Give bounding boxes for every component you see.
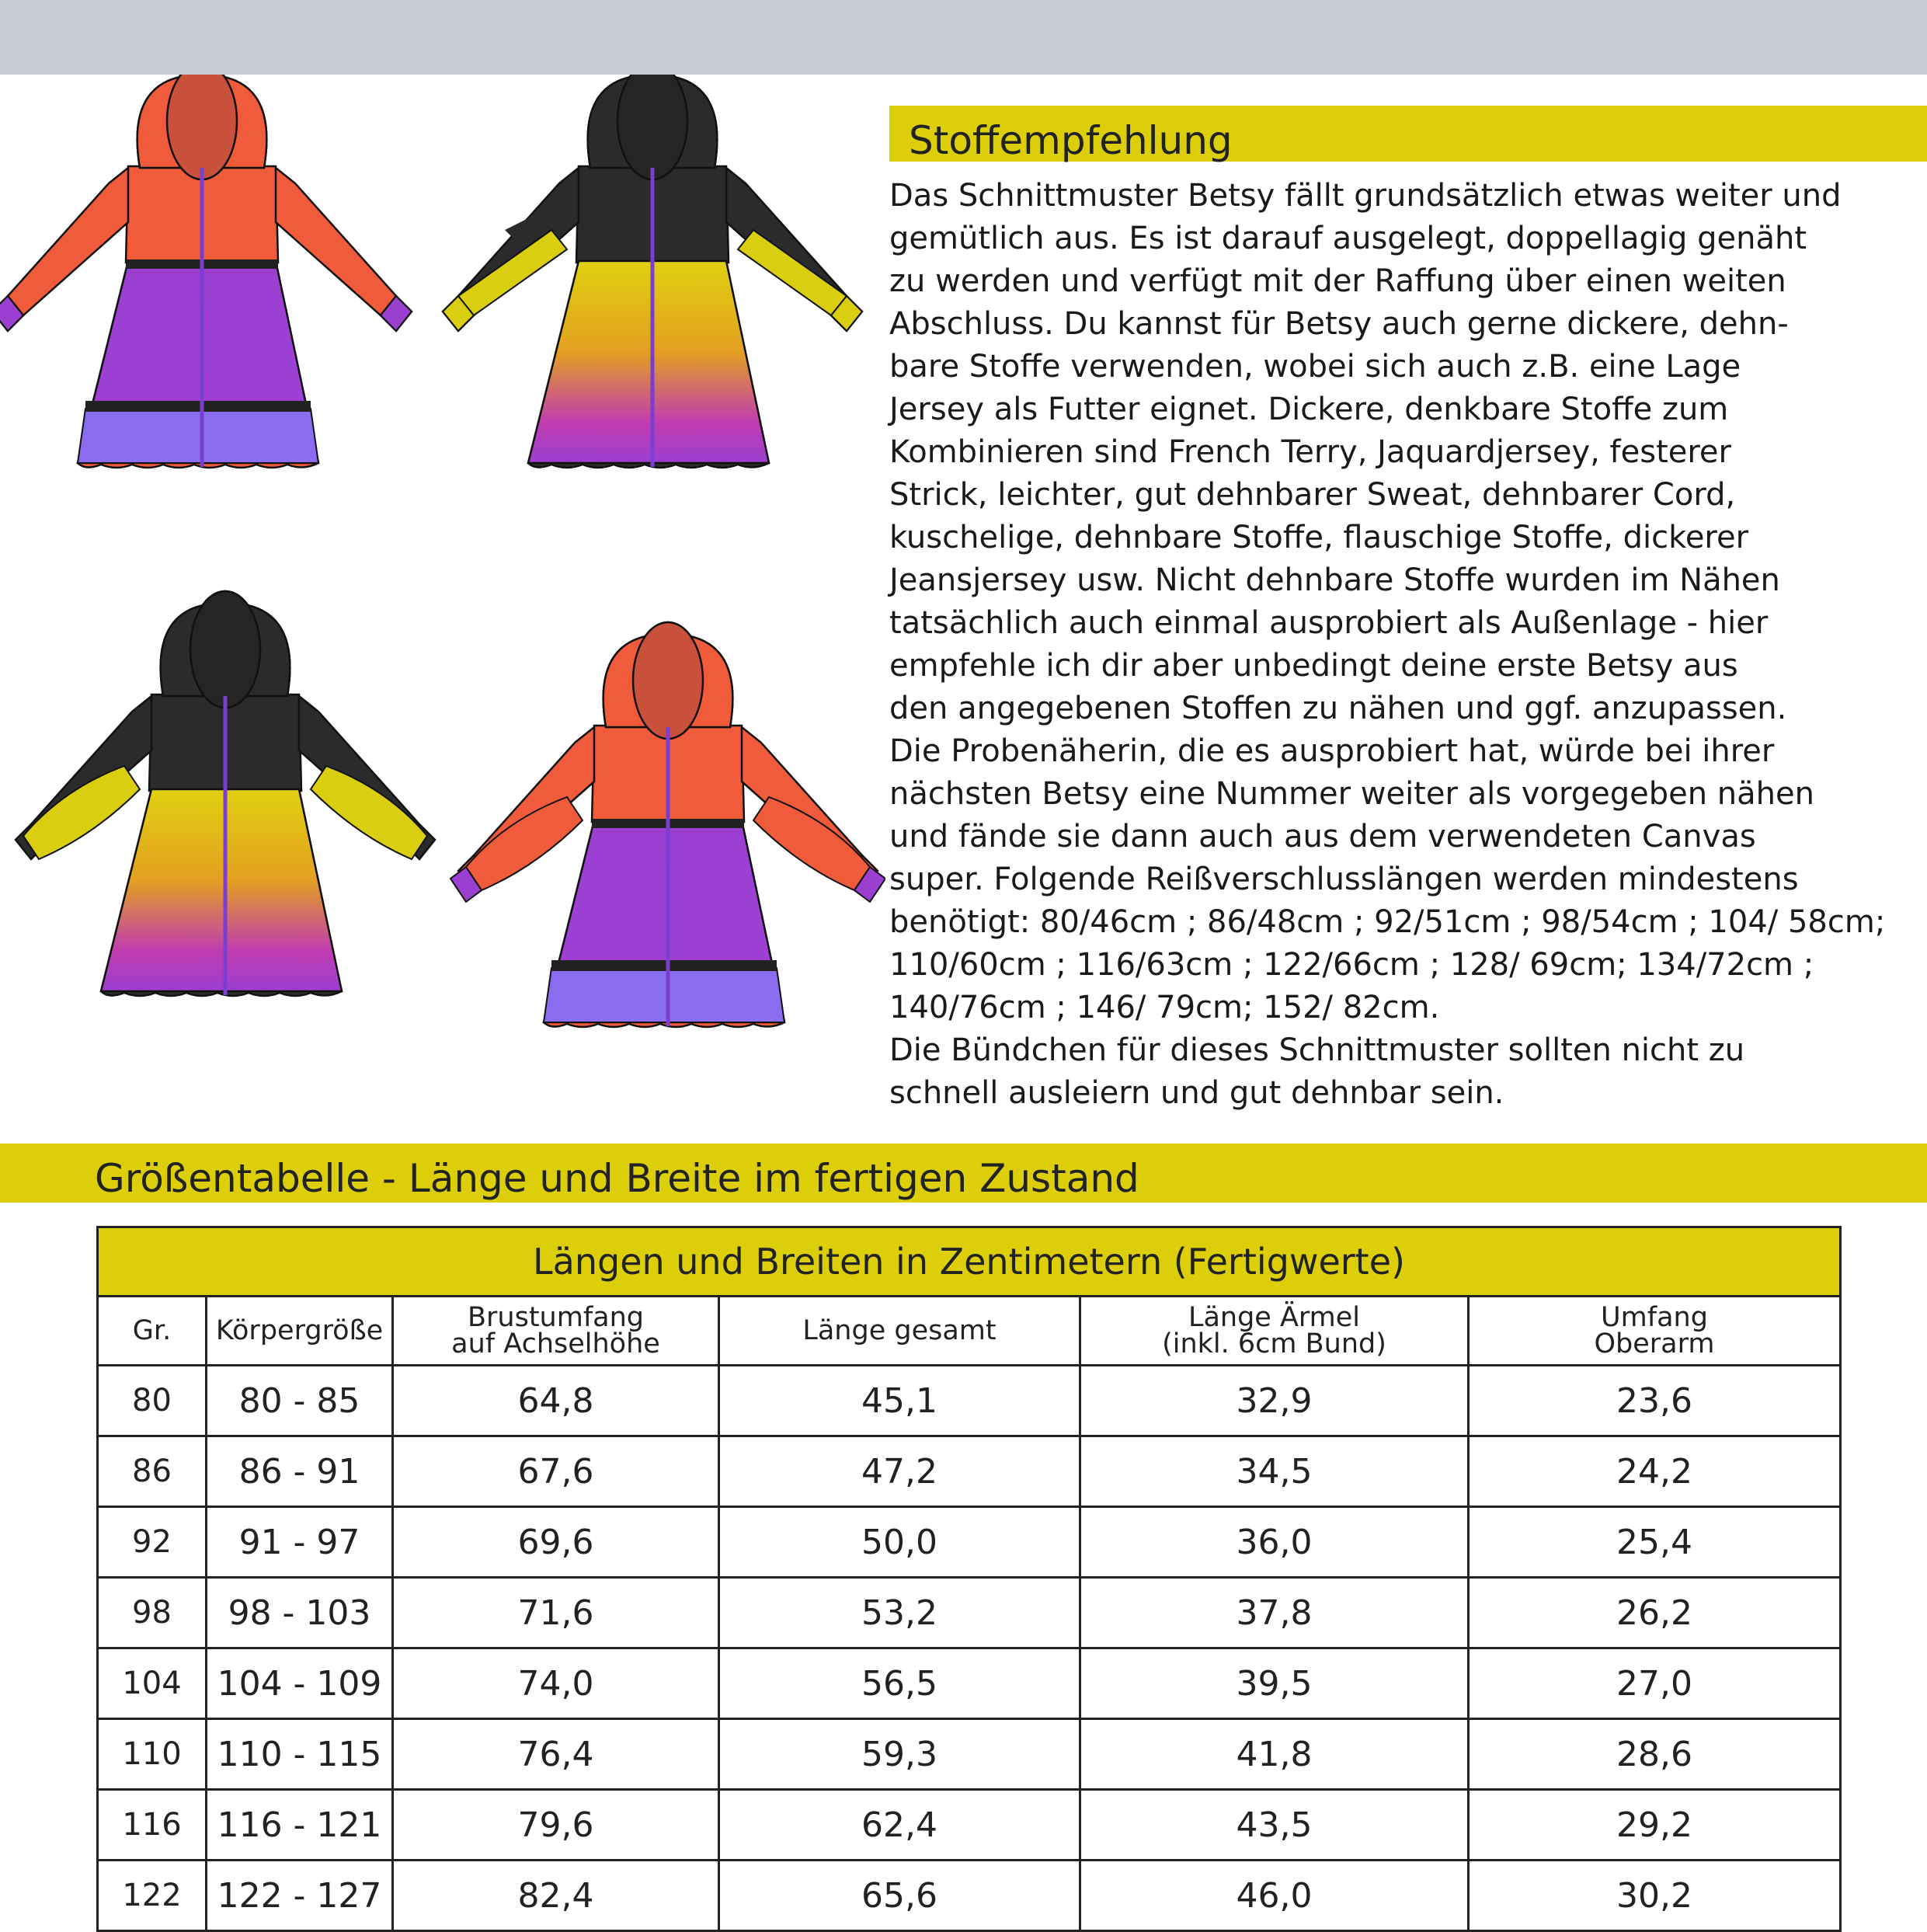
cell-aermel: 36,0 — [1080, 1507, 1469, 1578]
cell-aermel: 34,5 — [1080, 1436, 1469, 1507]
size-heading-bar — [0, 1144, 1927, 1203]
cell-koerper: 80 - 85 — [207, 1366, 393, 1436]
cell-koerper: 104 - 109 — [207, 1648, 393, 1719]
cell-oberarm: 29,2 — [1469, 1790, 1841, 1861]
table-row — [98, 1507, 1841, 1578]
cell-laenge: 59,3 — [719, 1719, 1080, 1790]
table-row — [98, 1719, 1841, 1790]
cell-aermel: 41,8 — [1080, 1719, 1469, 1790]
cell-aermel: 43,5 — [1080, 1790, 1469, 1861]
cell-brust: 76,4 — [393, 1719, 719, 1790]
header-brust — [393, 1297, 719, 1366]
table-row — [98, 1578, 1841, 1648]
cell-oberarm: 25,4 — [1469, 1507, 1841, 1578]
table-row — [98, 1436, 1841, 1507]
header-oberarm — [1469, 1297, 1841, 1366]
hoodie-dark-yellow-2 — [16, 591, 435, 996]
cell-koerper: 116 - 121 — [207, 1790, 393, 1861]
header-oberarm-line1: Umfang — [1601, 1302, 1708, 1333]
cell-gr: 80 — [98, 1366, 207, 1436]
table-caption: Längen und Breiten in Zentimetern (Fertigwerte) — [98, 1227, 1841, 1297]
cell-koerper: 122 - 127 — [207, 1861, 393, 1931]
cell-koerper: 98 - 103 — [207, 1578, 393, 1648]
cell-brust: 82,4 — [393, 1861, 719, 1931]
cell-gr: 110 — [98, 1719, 207, 1790]
table-row — [98, 1861, 1841, 1931]
garment-illustrations — [0, 75, 885, 1131]
header-brust-line2: auf Achselhöhe — [451, 1328, 660, 1359]
cell-laenge: 50,0 — [719, 1507, 1080, 1578]
table-row — [98, 1366, 1841, 1436]
cell-laenge: 53,2 — [719, 1578, 1080, 1648]
cell-oberarm: 26,2 — [1469, 1578, 1841, 1648]
size-heading: Größentabelle - Länge und Breite im fertigen Zustand — [95, 1156, 1139, 1201]
cell-oberarm: 28,6 — [1469, 1719, 1841, 1790]
hoodie-orange-purple-1 — [0, 75, 412, 468]
header-aermel-line2: (inkl. 6cm Bund) — [1162, 1328, 1386, 1359]
cell-aermel: 32,9 — [1080, 1366, 1469, 1436]
size-table — [96, 1226, 1842, 1932]
table-row — [98, 1790, 1841, 1861]
cell-koerper: 110 - 115 — [207, 1719, 393, 1790]
header-aermel — [1080, 1297, 1469, 1366]
cell-gr: 98 — [98, 1578, 207, 1648]
table-row — [98, 1648, 1841, 1719]
header-aermel-line1: Länge Ärmel — [1188, 1302, 1361, 1333]
cell-gr: 92 — [98, 1507, 207, 1578]
hoodie-dark-yellow-1 — [443, 75, 862, 468]
table-header-row — [98, 1297, 1841, 1366]
header-koerper: Körpergröße — [207, 1297, 393, 1366]
header-band — [0, 0, 1927, 75]
header-brust-line1: Brustumfang — [468, 1302, 644, 1333]
cell-aermel: 46,0 — [1080, 1861, 1469, 1931]
cell-koerper: 86 - 91 — [207, 1436, 393, 1507]
cell-brust: 79,6 — [393, 1790, 719, 1861]
cell-koerper: 91 - 97 — [207, 1507, 393, 1578]
cell-oberarm: 27,0 — [1469, 1648, 1841, 1719]
stoff-heading-bar — [889, 106, 1927, 162]
header-laenge: Länge gesamt — [719, 1297, 1080, 1366]
cell-gr: 122 — [98, 1861, 207, 1931]
cell-brust: 71,6 — [393, 1578, 719, 1648]
hoodie-orange-purple-2 — [450, 622, 885, 1027]
cell-brust: 67,6 — [393, 1436, 719, 1507]
cell-brust: 69,6 — [393, 1507, 719, 1578]
header-gr: Gr. — [98, 1297, 207, 1366]
cell-gr: 104 — [98, 1648, 207, 1719]
cell-oberarm: 23,6 — [1469, 1366, 1841, 1436]
cell-aermel: 37,8 — [1080, 1578, 1469, 1648]
cell-laenge: 56,5 — [719, 1648, 1080, 1719]
cell-laenge: 45,1 — [719, 1366, 1080, 1436]
header-oberarm-line2: Oberarm — [1594, 1328, 1715, 1359]
cell-brust: 64,8 — [393, 1366, 719, 1436]
stoff-paragraph: Das Schnittmuster Betsy fällt grundsätzlich etwas weiter und gemütlich aus. Es ist darauf ausgelegt, doppellagig genäht zu werden und verfügt mit der Raffung über einen weiten Abschluss. Du kannst für Betsy auch gerne dickere, dehn- bare Stoffe verwenden, wobei sich auch z.B. eine Lage Jersey als Futter eignet. Dickere, denkbare Stoffe zum Kombinieren sind French Terry, Jaquardjersey, festerer Strick, leichter, gut dehnbarer Sweat, dehnbarer Cord, kuschelige, dehnbare Stoffe, flauschige Stoffe, dickerer Jeansjersey usw. Nicht dehnbare Stoffe wurden im Nähen tatsächlich auch einmal ausprobiert als Außenlage - hier empfehle ich dir aber unbedingt deine erste Betsy aus den angegebenen Stoffen zu nähen und ggf. anzupassen. Die Probenäherin, die es ausprobiert hat, würde bei ihrer nächsten Betsy eine Nummer weiter als vorgegeben nähen und fände sie dann auch aus dem verwendeten Canvas super. Folgende Reißverschlusslängen werden mindestens benötigt: 80/46cm ; 86/48cm ; 92/51cm ; 98/54cm ; 104/ 58cm; 110/60cm ; 116/63cm ; 122/66cm ; 128/ 69cm; 134/72cm ; 140/76cm ; 146/ 79cm; 152/ 82cm. Die Bündchen für dieses Schnittmuster sollten nicht zu schnell ausleiern und gut dehnbar sein. — [889, 178, 1886, 1111]
cell-oberarm: 30,2 — [1469, 1861, 1841, 1931]
cell-oberarm: 24,2 — [1469, 1436, 1841, 1507]
cell-gr: 116 — [98, 1790, 207, 1861]
cell-gr: 86 — [98, 1436, 207, 1507]
cell-laenge: 65,6 — [719, 1861, 1080, 1931]
cell-aermel: 39,5 — [1080, 1648, 1469, 1719]
cell-laenge: 47,2 — [719, 1436, 1080, 1507]
cell-laenge: 62,4 — [719, 1790, 1080, 1861]
cell-brust: 74,0 — [393, 1648, 719, 1719]
stoff-heading: Stoffempfehlung — [909, 118, 1233, 163]
